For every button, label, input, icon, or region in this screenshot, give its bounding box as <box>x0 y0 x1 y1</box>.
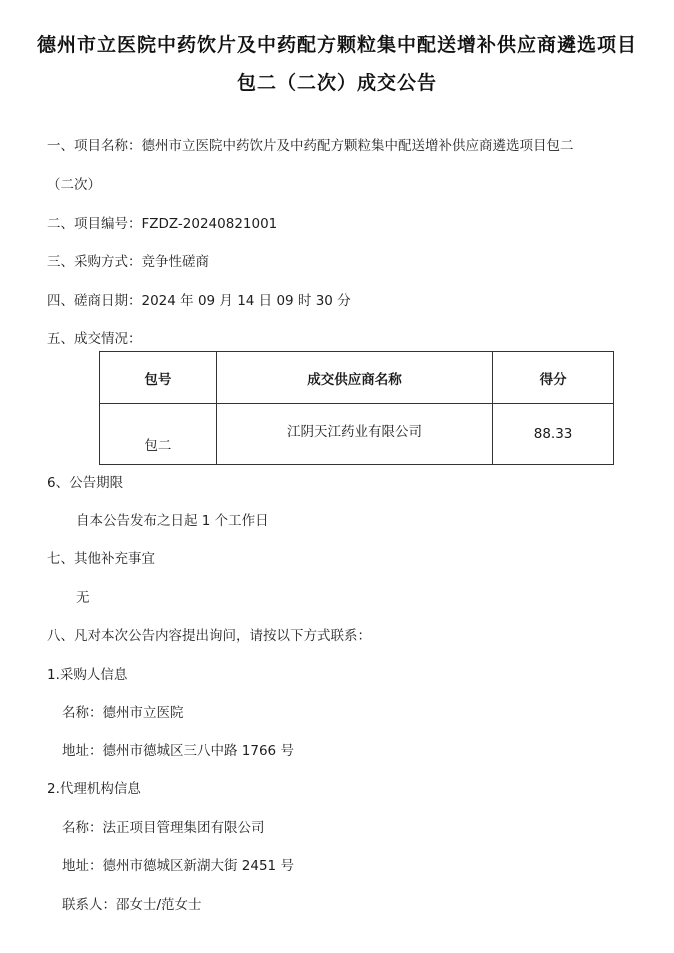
table-row <box>100 404 614 465</box>
result-table <box>99 351 614 465</box>
project-number: 二、项目编号：FZDZ-20240821001 <box>47 216 278 232</box>
contact-heading: 八、凡对本次公告内容提出询问，请按以下方式联系： <box>47 628 371 644</box>
cell-score: 88.33 <box>493 404 614 465</box>
announcement-title-line-2: 包二（二次）成交公告 <box>236 72 437 94</box>
other-matters-heading: 七、其他补充事宜 <box>47 551 155 567</box>
notice-period-heading: 6、公告期限 <box>47 475 124 491</box>
agency-name: 名称：法正项目管理集团有限公司 <box>62 820 265 836</box>
agency-heading: 2.代理机构信息 <box>47 781 141 797</box>
consultation-date: 四、磋商日期：2024 年 09 月 14 日 09 时 30 分 <box>47 293 351 309</box>
purchaser-name: 名称：德州市立医院 <box>62 705 184 721</box>
agency-contact: 联系人：邵女士/范女士 <box>62 897 202 913</box>
header-score: 得分 <box>493 352 614 404</box>
cell-package-no: 包二 <box>100 404 217 465</box>
project-name-line-2: （二次） <box>47 177 101 193</box>
announcement-title-line-1: 德州市立医院中药饮片及中药配方颗粒集中配送增补供应商遴选项目 <box>36 34 637 56</box>
table-header-row <box>100 352 614 404</box>
result-heading: 五、成交情况： <box>47 331 142 347</box>
cell-supplier-name: 江阴天江药业有限公司 <box>216 404 492 465</box>
purchaser-heading: 1.采购人信息 <box>47 667 128 683</box>
header-package-no: 包号 <box>100 352 217 404</box>
purchaser-address: 地址：德州市德城区三八中路 1766 号 <box>62 743 294 759</box>
notice-period-text: 自本公告发布之日起 1 个工作日 <box>76 513 269 529</box>
procurement-method: 三、采购方式：竞争性磋商 <box>47 254 209 270</box>
project-name-line-1: 一、项目名称：德州市立医院中药饮片及中药配方颗粒集中配送增补供应商遴选项目包二 <box>47 138 574 154</box>
agency-address: 地址：德州市德城区新湖大街 2451 号 <box>62 858 294 874</box>
header-supplier-name: 成交供应商名称 <box>216 352 492 404</box>
other-matters-text: 无 <box>76 590 90 606</box>
